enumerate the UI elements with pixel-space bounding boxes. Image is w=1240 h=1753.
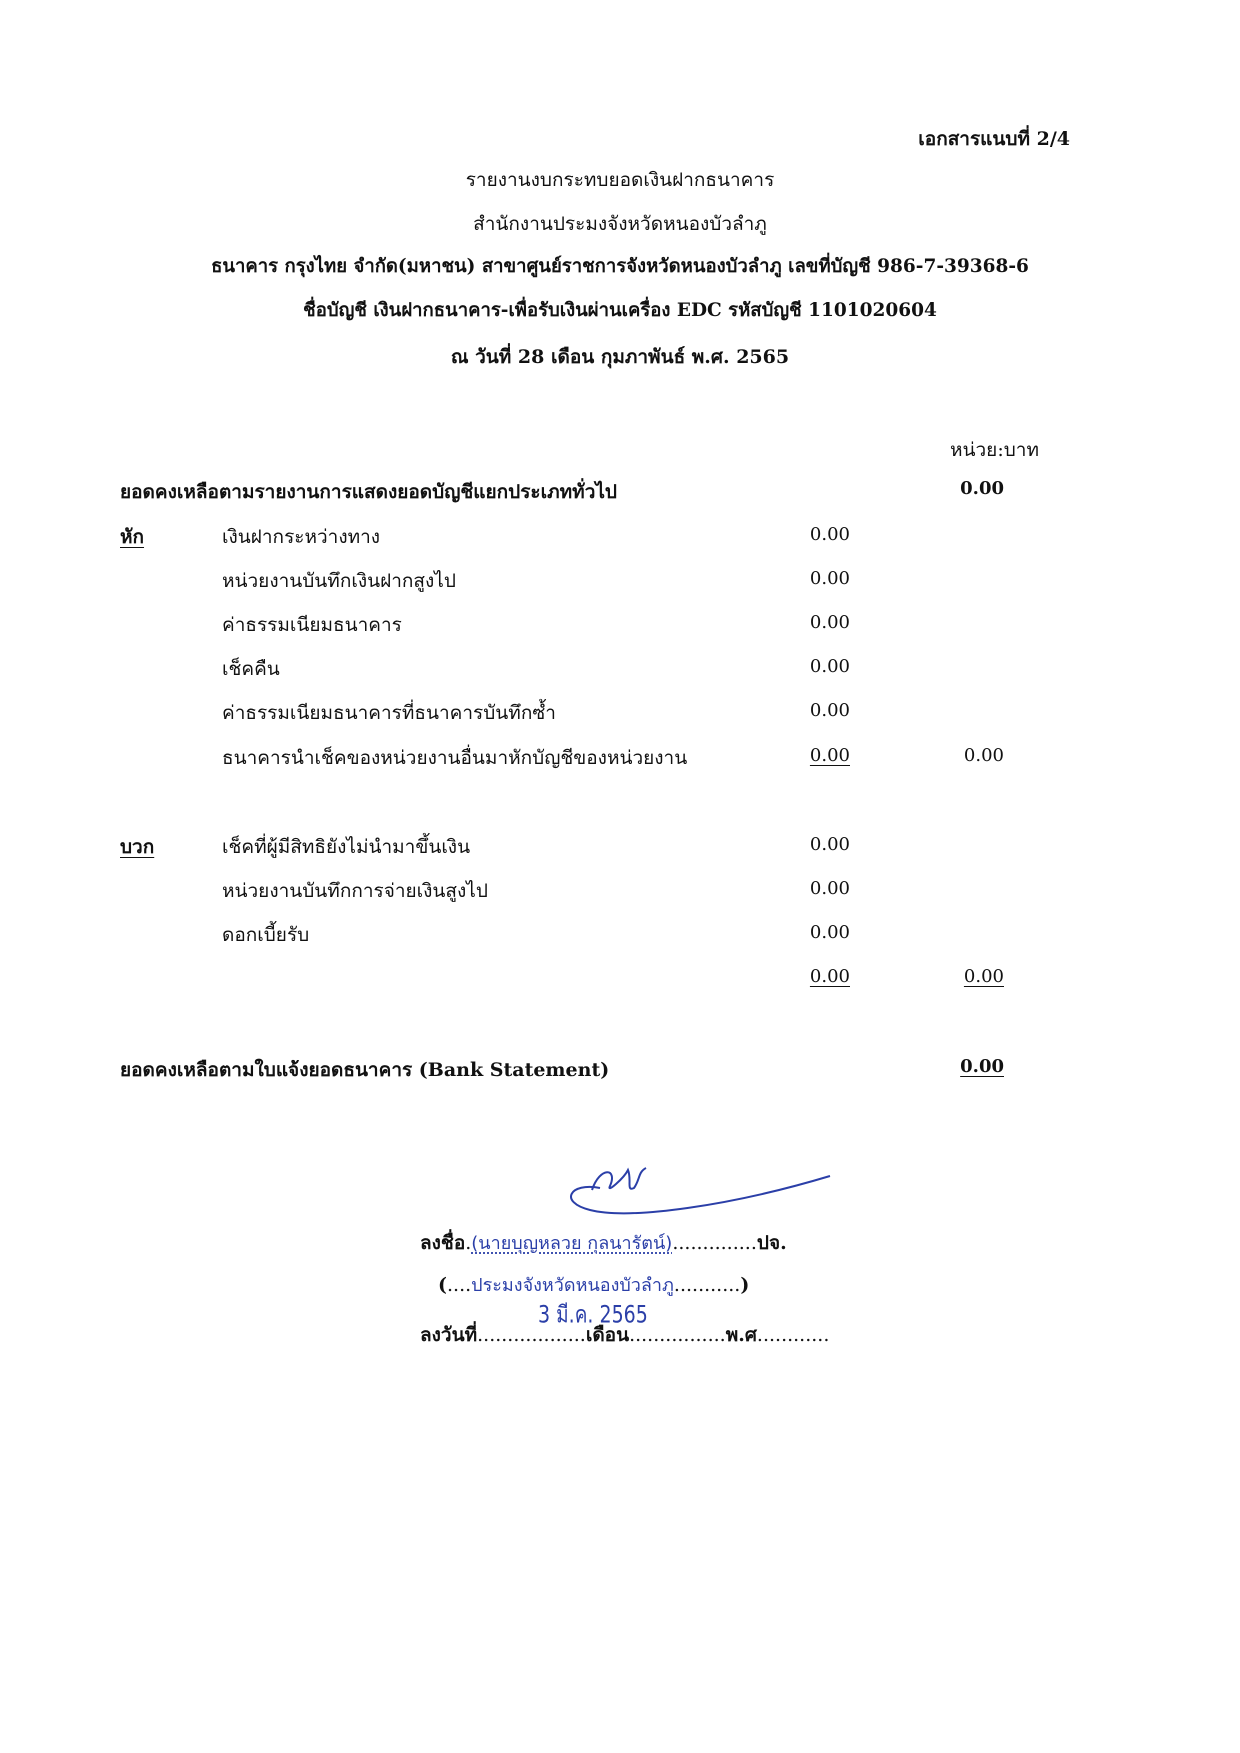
year-word: พ.ศ	[725, 1324, 757, 1346]
attachment-number: เอกสารแนบที่ 2/4	[918, 128, 1070, 150]
handwritten-signature	[530, 1158, 840, 1228]
ledger-balance-label: ยอดคงเหลือตามรายงานการแสดงยอดบัญชีแยกประเภททั่วไป	[120, 481, 617, 503]
deduct-item-amount: 0.00	[809, 612, 850, 633]
add-item-amount: 0.00	[809, 834, 850, 855]
ledger-balance-value: 0.00	[960, 478, 1004, 499]
deduct-item-amount: 0.00	[809, 745, 850, 766]
report-title: รายงานงบกระทบยอดเงินฝากธนาคาร	[465, 169, 775, 191]
report-date: ณ วันที่ 28 เดือน กุมภาพันธ์ พ.ศ. 2565	[450, 346, 790, 368]
sign-prefix: ลงชื่อ	[420, 1232, 466, 1254]
deduct-item-label: ค่าธรรมเนียมธนาคารที่ธนาคารบันทึกซ้ำ	[222, 702, 556, 724]
deduct-item-label: หน่วยงานบันทึกเงินฝากสูงไป	[222, 570, 456, 592]
signer-title-abbr: ปจ.	[756, 1232, 787, 1254]
deduct-total: 0.00	[963, 745, 1004, 766]
deduct-item-label: ธนาคารนำเช็คของหน่วยงานอื่นมาหักบัญชีของหน่วยงาน	[222, 747, 688, 769]
deduct-item-amount: 0.00	[809, 524, 850, 545]
deduct-item-label: เช็คคืน	[222, 658, 280, 680]
bank-balance-label: ยอดคงเหลือตามใบแจ้งยอดธนาคาร (Bank Statement)	[120, 1059, 610, 1081]
unit-label: หน่วย:บาท	[950, 439, 1039, 461]
add-total: 0.00	[963, 966, 1004, 987]
add-item-label: หน่วยงานบันทึกการจ่ายเงินสูงไป	[222, 880, 488, 902]
add-item-amount: 0.00	[809, 922, 850, 943]
add-subtotal: 0.00	[809, 966, 850, 987]
date-prefix: ลงวันที่	[420, 1324, 478, 1346]
deduct-item-amount: 0.00	[809, 700, 850, 721]
add-item-amount: 0.00	[809, 878, 850, 899]
account-name-line: ชื่อบัญชี เงินฝากธนาคาร-เพื่อรับเงินผ่านเครื่อง EDC รหัสบัญชี 1101020604	[303, 300, 937, 321]
office-name: สำนักงานประมงจังหวัดหนองบัวลำภู	[473, 213, 767, 235]
add-heading: บวก	[120, 836, 155, 858]
deduct-item-label: ค่าธรรมเนียมธนาคาร	[222, 614, 402, 636]
deduct-heading: หัก	[120, 526, 145, 548]
add-item-label: เช็คที่ผู้มีสิทธิยังไม่นำมาขึ้นเงิน	[222, 836, 471, 858]
signer-position: ประมงจังหวัดหนองบัวลำภู	[471, 1275, 674, 1296]
deduct-item-label: เงินฝากระหว่างทาง	[222, 526, 381, 548]
bank-balance-value: 0.00	[960, 1056, 1004, 1077]
signer-name: (นายบุญหลวย กุลนารัตน์)	[471, 1233, 673, 1254]
add-item-label: ดอกเบี้ยรับ	[222, 924, 310, 946]
bank-account-line: ธนาคาร กรุงไทย จำกัด(มหาชน) สาขาศูนย์ราชการจังหวัดหนองบัวลำภู เลขที่บัญชี 986-7-39368-6	[211, 256, 1029, 277]
month-word: เดือน	[585, 1324, 630, 1346]
received-date-stamp: 3 มี.ค. 2565	[538, 1301, 648, 1329]
deduct-item-amount: 0.00	[809, 656, 850, 677]
deduct-item-amount: 0.00	[809, 568, 850, 589]
